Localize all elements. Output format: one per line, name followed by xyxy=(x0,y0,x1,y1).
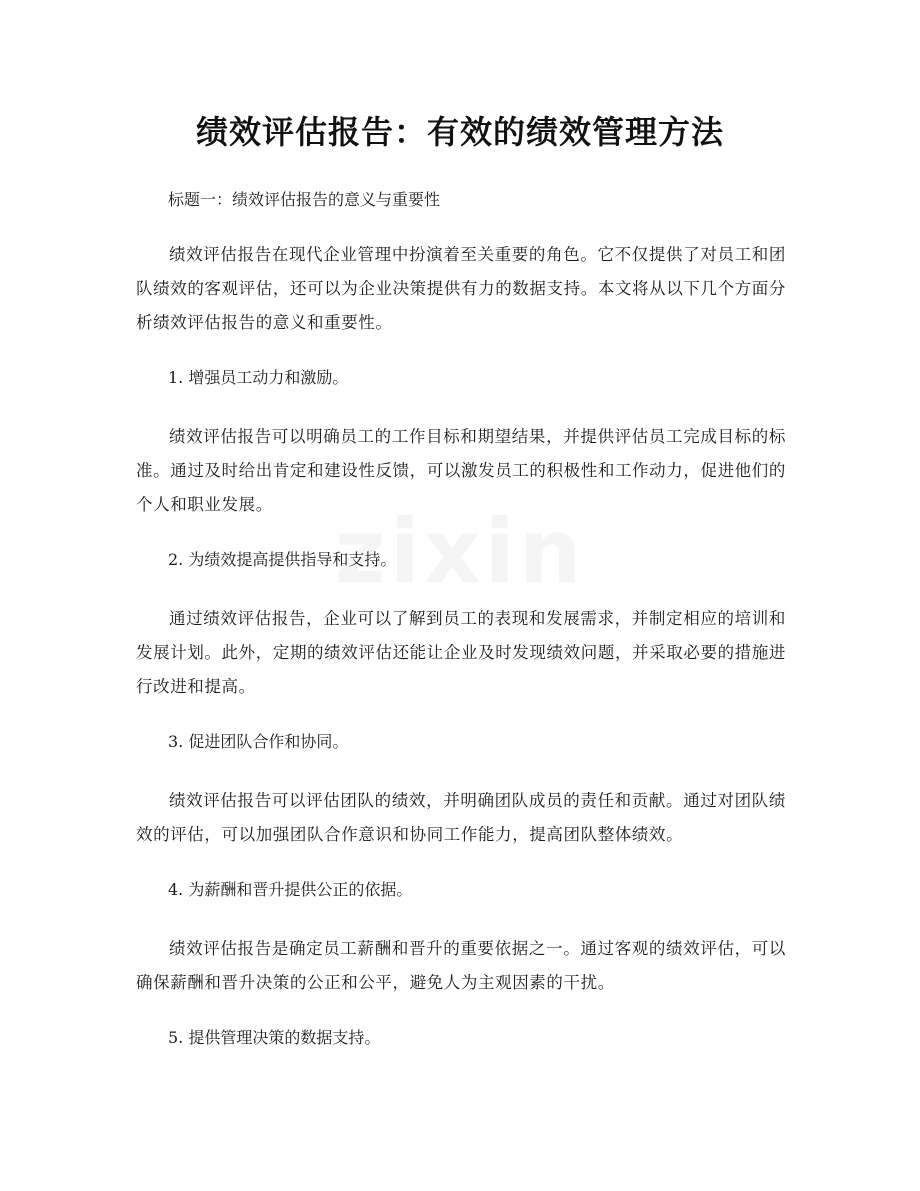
section-body-1: 绩效评估报告可以明确员工的工作目标和期望结果，并提供评估员工完成目标的标准。通过及时给出肯定和建设性反馈，可以激发员工的积极性和工作动力，促进他们的个人和职业发展。 xyxy=(136,427,786,514)
section-body-2: 通过绩效评估报告，企业可以了解到员工的表现和发展需求，并制定相应的培训和发展计划。此外，定期的绩效评估还能让企业及时发现绩效问题，并采取必要的措施进行改进和提高。 xyxy=(136,609,786,696)
section-body-4: 绩效评估报告是确定员工薪酬和晋升的重要依据之一。通过客观的绩效评估，可以确保薪酬和晋升决策的公正和公平，避免人为主观因素的干扰。 xyxy=(136,939,786,992)
section-body-3: 绩效评估报告可以评估团队的绩效，并明确团队成员的责任和贡献。通过对团队绩效的评估，可以加强团队合作意识和协同工作能力，提高团队整体绩效。 xyxy=(136,791,786,844)
document-body xyxy=(136,186,786,1080)
section-heading-4: 4. 为薪酬和晋升提供公正的依据。 xyxy=(168,880,413,899)
section-heading-5: 5. 提供管理决策的数据支持。 xyxy=(168,1028,381,1047)
section-subtitle: 标题一：绩效评估报告的意义与重要性 xyxy=(168,190,441,209)
section-heading-1: 1. 增强员工动力和激励。 xyxy=(168,368,349,387)
intro-paragraph: 绩效评估报告在现代企业管理中扮演着至关重要的角色。它不仅提供了对员工和团队绩效的客观评估，还可以为企业决策提供有力的数据支持。本文将从以下几个方面分析绩效评估报告的意义和重要性。 xyxy=(136,245,786,332)
page-title: 绩效评估报告：有效的绩效管理方法 xyxy=(195,113,724,151)
section-heading-3: 3. 促进团队合作和协同。 xyxy=(168,732,349,751)
watermark: zixin xyxy=(334,500,586,603)
section-heading-2: 2. 为绩效提高提供指导和支持。 xyxy=(168,550,397,569)
